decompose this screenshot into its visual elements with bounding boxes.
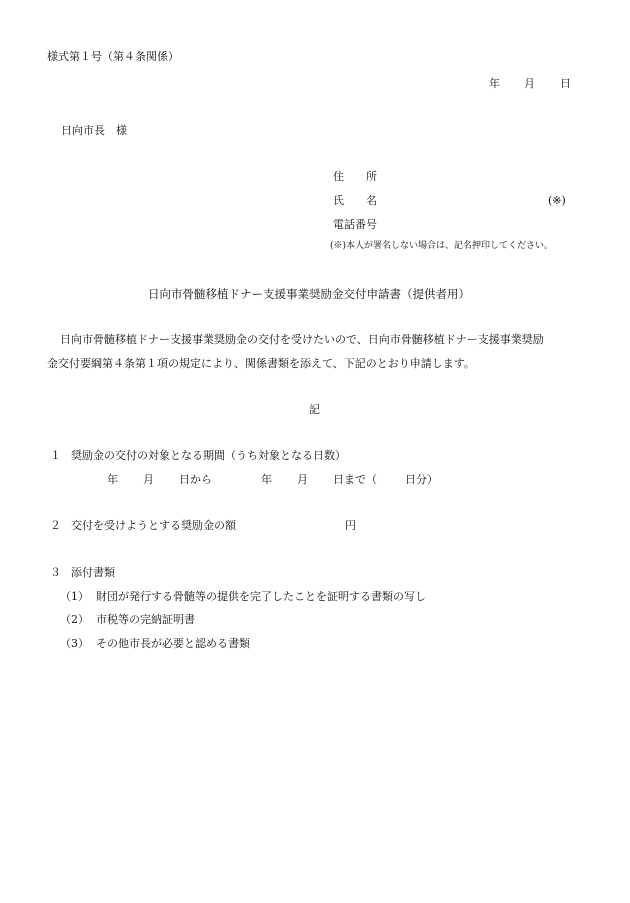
date-year-label: 年 [489,77,500,90]
item1-day-until: 日まで（ [333,473,377,486]
addressee: 日向市長 様 [61,124,127,137]
item1-days-count: 日分） [405,473,438,486]
address-label: 住 所 [333,170,377,183]
ki-heading: 記 [309,403,320,416]
item1-label: 奨励金の交付の対象となる期間（うち対象となる日数） [71,449,346,462]
document-title: 日向市骨髄移植ドナー支援事業奨励金交付申請書（提供者用） [148,287,470,301]
attachment-1-number: （1） [60,590,89,603]
attachment-1-text: 財団が発行する骨髄等の提供を完了したことを証明する書類の写し [96,590,426,603]
phone-label: 電話番号 [333,218,377,231]
item1-year-start: 年 [107,473,118,486]
name-label: 氏 名 [333,194,377,207]
item1-year-end: 年 [261,473,272,486]
body-line-2: 金交付要綱第４条第１項の規定により、関係書類を添えて、下記のとおり申請します。 [47,357,475,370]
item2-yen-unit: 円 [345,519,356,532]
date-day-label: 日 [560,77,571,90]
date-month-label: 月 [524,77,535,90]
attachment-3-text: その他市長が必要と認める書類 [96,637,250,650]
attachment-2-text: 市税等の完納証明書 [96,613,195,626]
form-number: 様式第１号（第４条関係） [47,50,179,63]
attachment-3-number: （3） [60,637,89,650]
name-mark: (※) [548,194,566,207]
item1-number: １ [50,449,61,462]
item2-label: 交付を受けようとする奨励金の額 [71,519,236,532]
item1-month-end: 月 [297,473,308,486]
item3-label: 添付書類 [71,566,115,579]
item3-number: ３ [50,566,61,579]
item1-day-from: 日から [179,473,212,486]
item2-number: ２ [50,519,61,532]
body-line-1: 日向市骨髄移植ドナー支援事業奨励金の交付を受けたいので、日向市骨髄移植ドナー支援事業奨励 [60,333,544,346]
attachment-2-number: （2） [60,613,89,626]
item1-month-start: 月 [143,473,154,486]
signature-note: (※)本人が署名しない場合は、記名押印してください。 [330,241,554,251]
